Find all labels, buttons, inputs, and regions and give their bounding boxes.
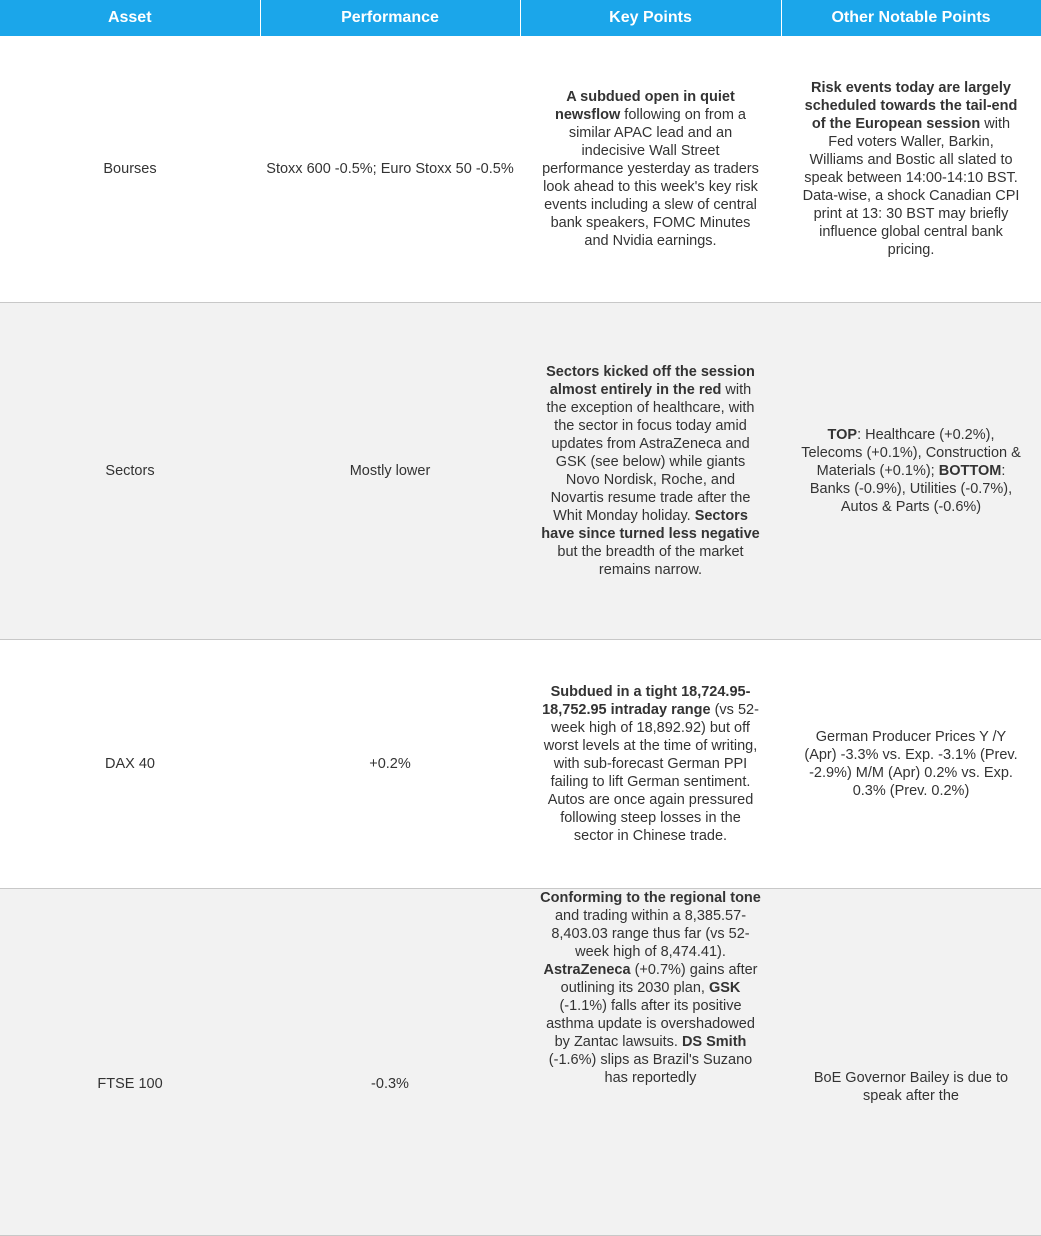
bold-phrase: BOTTOM <box>938 463 1002 479</box>
bold-phrase: TOP <box>827 427 858 443</box>
bold-phrase: Risk events today are largely scheduled towards the tail-end of the European session <box>804 80 1018 132</box>
performance-cell: Stoxx 600 -0.5%; Euro Stoxx 50 -0.5% <box>260 36 520 303</box>
asset-cell: Bourses <box>0 36 260 303</box>
table-row <box>0 889 1041 1236</box>
other-points-cell: TOP: Healthcare (+0.2%), Telecoms (+0.1%), Construction & Materials (+0.1%); BOTTOM: Banks (-0.9%), Utilities (-0.7%), Autos & Parts (-0.6%) <box>781 303 1041 640</box>
performance-cell <box>260 889 520 1236</box>
bold-phrase: AstraZeneca <box>543 962 631 978</box>
header-other-notable-points: Other Notable Points <box>781 0 1041 36</box>
key-points-cell: Subdued in a tight 18,724.95-18,752.95 intraday range (vs 52-week high of 18,892.92) but off worst levels at the time of writing, with sub-forecast German PPI failing to lift German sentiment. Autos are once again pressured following steep losses in the sector in Chinese trade. <box>520 640 781 889</box>
bold-phrase: GSK <box>708 980 741 996</box>
key-points-cell: A subdued open in quiet newsflow following on from a similar APAC lead and an indecisive Wall Street performance yesterday as traders look ahead to this week's key risk events including a slew of central bank speakers, FOMC Minutes and Nvidia earnings. <box>520 36 781 303</box>
other-points-cell: Risk events today are largely scheduled towards the tail-end of the European session with Fed voters Waller, Barkin, Williams and Bostic all slated to speak between 14:00-14:10 BST. Data-wise, a shock Canadian CPI print at 13: 30 BST may briefly influence global central bank pricing. <box>781 36 1041 303</box>
bold-phrase: Conforming to the regional tone <box>540 890 761 906</box>
asset-cell: Sectors <box>0 303 260 640</box>
other-points-cell <box>781 889 1041 1236</box>
key-points-cell: Sectors kicked off the session almost entirely in the red with the exception of healthcare, with the sector in focus today amid updates from AstraZeneca and GSK (see below) while giants Novo Nordisk, Roche, and Novartis resume trade after the Whit Monday holiday. Sectors have since turned less negative but the breadth of the market remains narrow. <box>520 303 781 640</box>
header-asset: Asset <box>0 0 260 36</box>
performance-cell: +0.2% <box>260 640 520 889</box>
header-performance: Performance <box>260 0 520 36</box>
table-row <box>0 36 1041 303</box>
key-points-cell <box>520 889 781 1236</box>
bold-phrase: Sectors kicked off the session almost entirely in the red <box>546 364 755 398</box>
table-row <box>0 303 1041 640</box>
bold-phrase: Sectors have since turned less negative <box>541 508 760 542</box>
bold-phrase: Subdued in a tight 18,724.95-18,752.95 intraday range <box>542 684 751 718</box>
other-points-text: BoE Governor Bailey is due to speak after the <box>813 1070 1009 1104</box>
asset-label: FTSE 100 <box>97 1076 163 1092</box>
asset-cell <box>0 889 260 1236</box>
asset-cell: DAX 40 <box>0 640 260 889</box>
other-points-cell: German Producer Prices Y /Y (Apr) -3.3% vs. Exp. -3.1% (Prev. -2.9%) M/M (Apr) 0.2% vs. Exp. 0.3% (Prev. 0.2%) <box>781 640 1041 889</box>
bold-phrase: A subdued open in quiet newsflow <box>555 89 735 123</box>
header-key-points: Key Points <box>520 0 781 36</box>
table-row <box>0 640 1041 889</box>
header-row <box>0 0 1041 36</box>
key-points-text: Conforming to the regional tone and trading within a 8,385.57-8,403.03 range thus far (vs 52-week high of 8,474.41). AstraZeneca (+0.7%) gains after outlining its 2030 plan, GSK (-1.1%) falls after its positive asthma update is overshadowed by Zantac lawsuits. DS Smith (-1.6%) slips as Brazil's Suzano has reportedly <box>540 890 761 1086</box>
bold-phrase: DS Smith <box>681 1034 747 1050</box>
performance-cell: Mostly lower <box>260 303 520 640</box>
performance-value: -0.3% <box>371 1076 409 1092</box>
